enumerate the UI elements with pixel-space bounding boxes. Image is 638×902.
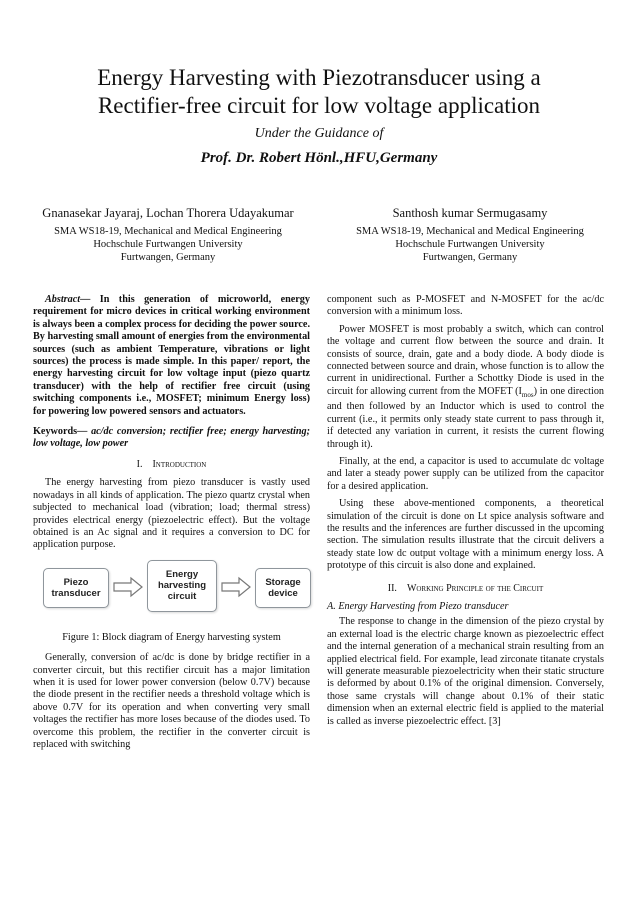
intro-paragraph-1: The energy harvesting from piezo transducer is vastly used nowadays in all kinds of application. The piezo quartz crystal when subjected to mechanical load (vibration; load; thermal stress) provides electrical energy (piezoelectric effect). But the voltage obtained is an Ac signal and it requires a conversion to DC for application purpose.	[33, 477, 310, 551]
title-line-2: Rectifier-free circuit for low voltage application	[97, 93, 541, 118]
diagram-block-harvester: Energy harvesting circuit	[147, 560, 217, 612]
left-column	[33, 294, 310, 756]
block-diagram	[33, 560, 310, 618]
mosfet-current-subscript: mos	[521, 390, 534, 399]
title-line-1: Energy Harvesting with Piezotransducer using a	[97, 65, 541, 90]
subsection-heading-a: A. Energy Harvesting from Piezo transducer	[327, 600, 509, 612]
author-affil-right-1: SMA WS18-19, Mechanical and Medical Engineering	[356, 226, 584, 237]
section-heading-2	[327, 583, 604, 595]
paper-title	[20, 64, 618, 120]
section-2-title: Working Principle of the Circuit	[406, 582, 544, 594]
mosfet-text-a: Power MOSFET is most probably a switch, which can control the voltage and current flow between the source and drain. It consists of source, drain, gate and a body diode. A body diode is connected between source and drain, whose function is to allow the current in unidirectional. Further a Schottky Diode is used in the circuit for allowing current from the MOFET (I	[327, 323, 604, 397]
diagram-block-storage: Storage device	[255, 568, 311, 608]
guidance-line: Under the Guidance of	[254, 126, 384, 141]
abstract	[33, 294, 310, 418]
keywords-text: ac/dc conversion; rectifier free; energy harvesting; low voltage, low power	[33, 426, 310, 450]
diagram-arrow-1-icon	[112, 576, 144, 598]
author-names-right: Santhosh kumar Sermugasamy	[392, 206, 548, 220]
keywords-label: Keywords—	[33, 426, 88, 438]
author-names-left: Gnanasekar Jayaraj, Lochan Thorera Udayakumar	[42, 206, 294, 220]
keywords	[33, 426, 310, 451]
author-affil-left-1: SMA WS18-19, Mechanical and Medical Engineering	[54, 226, 282, 237]
author-affil-right-2: Hochschule Furtwangen University	[395, 239, 545, 250]
right-paragraph-3: Finally, at the end, a capacitor is used to accumulate dc voltage and later a steady power supply can be utilized from the capacitor for a desired application.	[327, 455, 604, 492]
section-1-number: I.	[136, 458, 143, 470]
author-block-right	[322, 206, 618, 264]
right-paragraph-5: The response to change in the dimension of the piezo crystal by an external load is the electric charge known as piezoelectric effect and the internal generation of a mechanical strain resulting from an applied electrical field. For example, lead zirconate titanate crystals will generate measurable piezoelectricity when their static structure is deformed by about 0.1% of the original dimension. Conversely, those same crystals will change about 0.1% of their static dimension when an external electric field is applied to the material is called as inverse piezoelectric effect. [3]	[327, 616, 604, 727]
professor-line: Prof. Dr. Robert Hönl.,HFU,Germany	[200, 150, 438, 166]
intro-paragraph-2: Generally, conversion of ac/dc is done by bridge rectifier in a converter circuit, but this rectifier circuit has a major limitation when it is used for lower power conversion (below 0.7V) because the diode present in the rectifier needs a threshold voltage which is above 0.7V for its operation and when converting very small voltages the rectifier has more loses because of the diodes used. To overcome this problem, the rectifier in the converter circuit is replaced with switching	[33, 652, 310, 750]
right-paragraph-1: component such as P-MOSFET and N-MOSFET for the ac/dc conversion with a minimum loss.	[327, 294, 604, 318]
author-affil-right-3: Furtwangen, Germany	[422, 252, 518, 263]
abstract-label: Abstract	[45, 294, 81, 305]
diagram-arrow-2-icon	[220, 576, 252, 598]
abstract-text: — In this generation of microworld, energy requirement for micro devices in critical working environment is always been a complex process for deciding the power source. By harvesting small amount of energies from the environmental sources (such as ambient Temperature, vibrations or light sources) the process is made simple. In this paper/ report, the energy harvesting circuit for low voltage input (piezo quartz transducer) with the help of rectifier free circuit (using switching components i.e., MOSFET; minimum Energy loss) for powering low powered sensors and actuators.	[33, 294, 310, 417]
right-column	[327, 294, 604, 733]
section-2-number: II.	[387, 582, 397, 594]
diagram-block-piezo: Piezo transducer	[43, 568, 109, 608]
right-paragraph-2	[327, 324, 604, 451]
right-paragraph-4: Using these above-mentioned components, a theoretical simulation of the circuit is done on Lt spice analysis software and the results and the inferences are further discussed in the upcoming section. The simulation results illustrate that the circuit delivers a steady state low dc output voltage with a minimum energy loss. A prototype of this circuit is also done and explained.	[327, 498, 604, 572]
author-block-left	[20, 206, 316, 264]
author-affil-left-2: Hochschule Furtwangen University	[93, 239, 243, 250]
author-affil-left-3: Furtwangen, Germany	[120, 252, 216, 263]
mosfet-text-b: ) in one direction and then followed by an Inductor which is used to control the current (i.e., it permits only steady state current to pass through it, if detected any variation in current, it resists the current flowing through it).	[327, 385, 605, 450]
figure-caption: Figure 1: Block diagram of Energy harvesting system	[62, 631, 281, 643]
section-heading-1	[33, 459, 310, 471]
section-1-title: Introduction	[152, 458, 207, 470]
